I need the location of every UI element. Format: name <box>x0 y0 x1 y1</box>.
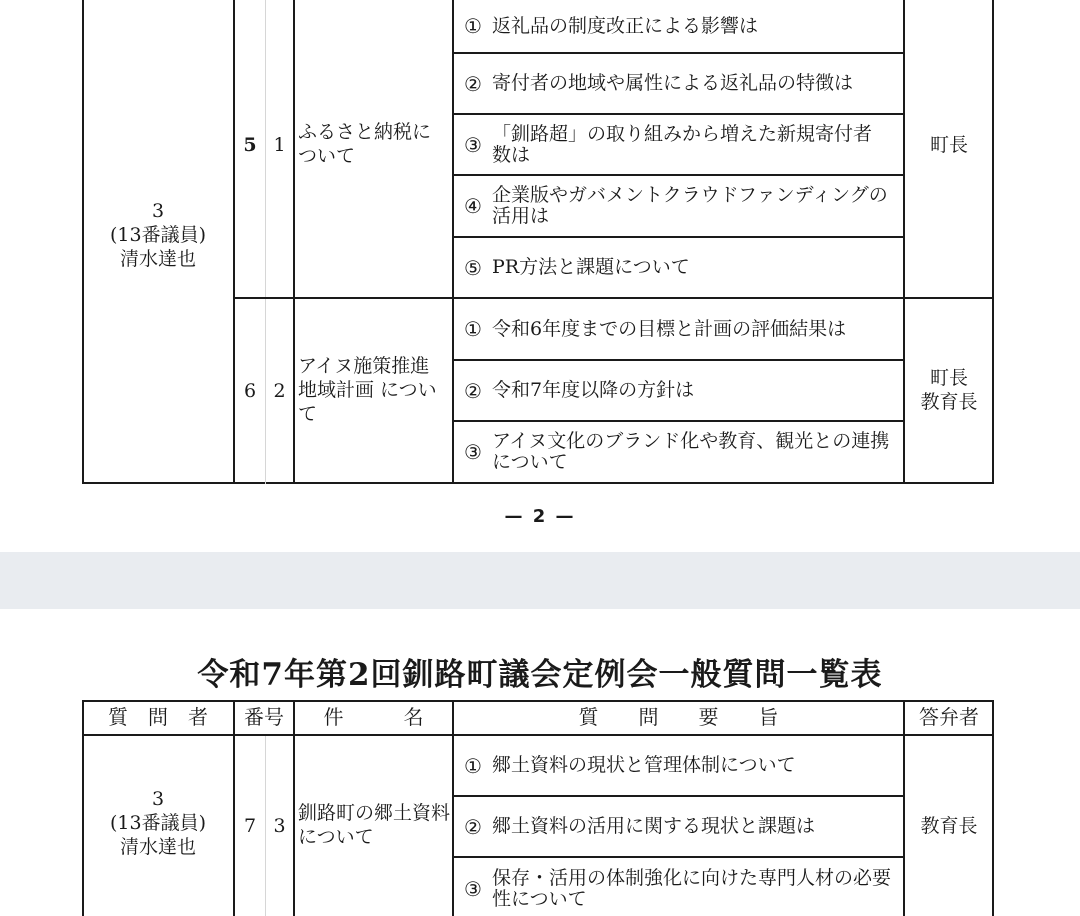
question-item <box>458 797 899 856</box>
questioner-cell <box>82 787 234 859</box>
item-text: PR方法と課題について <box>492 256 690 278</box>
item-text: 寄付者の地域や属性による返礼品の特徴は <box>492 72 854 94</box>
item-text: 令和6年度までの目標と計画の評価結果は <box>492 317 847 340</box>
answerer-line: 町長 <box>929 367 968 389</box>
item-mark: ② <box>464 378 482 403</box>
topic-title: 釧路町の郷土資料について <box>298 802 451 848</box>
item-mark: ① <box>464 753 482 778</box>
item-mark: ⑤ <box>464 255 482 280</box>
item-text: 「釧路超」の取り組みから増えた新規寄付者数は <box>492 122 873 166</box>
item-text: アイヌ文化のブランド化や教育、観光との連携について <box>492 430 890 473</box>
topic-title: ふるさと納税について <box>298 121 432 167</box>
questioner-cell <box>82 199 234 271</box>
summary-cell <box>454 736 903 916</box>
document-page-3 <box>0 609 1080 916</box>
question-item <box>458 115 899 174</box>
header-subject: 件 名 <box>323 705 424 729</box>
question-item <box>458 361 899 420</box>
topic-sub-number: 2 <box>273 380 286 402</box>
questioner-name: 清水達也 <box>119 836 196 858</box>
topic-number: 6 <box>243 380 257 402</box>
item-text: 郷土資料の活用に関する現状と課題は <box>492 815 816 837</box>
topic-sub-number: 1 <box>273 134 286 156</box>
item-text: 保存・活用の体制強化に向けた専門人材の必要性について <box>492 867 892 910</box>
topic-number: 7 <box>243 815 257 837</box>
item-mark: ② <box>464 71 482 96</box>
answerer: 教育長 <box>920 815 978 837</box>
page-title: 令和7年第2回釧路町議会定例会一般質問一覧表 <box>197 657 883 693</box>
answerer-line: 教育長 <box>920 391 978 413</box>
question-item <box>458 422 899 482</box>
header-answerer: 答弁者 <box>919 705 979 729</box>
question-item <box>458 299 899 359</box>
summary-cell <box>454 299 903 482</box>
questioner-name: 清水達也 <box>119 248 196 270</box>
page-number: — 2 — <box>504 506 576 527</box>
questioner-number: 3 <box>151 200 165 222</box>
header-number: 番号 <box>244 705 284 729</box>
topic-sub-number: 3 <box>273 815 286 837</box>
question-table-page-2 <box>82 0 994 484</box>
item-text: 返礼品の制度改正による影響は <box>492 14 759 37</box>
item-mark: ③ <box>464 440 482 464</box>
question-item <box>458 54 899 113</box>
answerer <box>905 366 993 414</box>
topic-title: アイヌ施策推進地域計画 について <box>298 355 437 425</box>
item-mark: ③ <box>464 132 482 157</box>
questioner-seat: (13番議員) <box>109 812 206 834</box>
answerer: 町長 <box>929 134 968 156</box>
question-item <box>458 858 899 916</box>
header-questioner: 質 問 者 <box>108 705 208 729</box>
header-summary: 質 問 要 旨 <box>578 705 779 729</box>
question-item <box>458 238 899 297</box>
item-text: 企業版やガバメントクラウドファンディングの活用は <box>492 184 888 227</box>
item-mark: ② <box>464 814 482 839</box>
questioner-seat: (13番議員) <box>109 224 206 246</box>
question-item <box>458 176 899 236</box>
topic-number: 5 <box>243 134 257 156</box>
question-item <box>458 736 899 795</box>
item-text: 郷土資料の現状と管理体制について <box>492 754 796 776</box>
item-mark: ④ <box>464 194 482 218</box>
item-mark: ③ <box>464 877 482 901</box>
question-item <box>458 0 899 52</box>
questioner-number: 3 <box>151 788 165 810</box>
page-gap <box>0 552 1080 609</box>
item-mark: ① <box>464 317 482 341</box>
item-text: 令和7年度以降の方針は <box>492 379 695 401</box>
question-table-page-3 <box>82 700 994 916</box>
summary-cell <box>454 0 903 297</box>
item-mark: ① <box>464 14 482 38</box>
